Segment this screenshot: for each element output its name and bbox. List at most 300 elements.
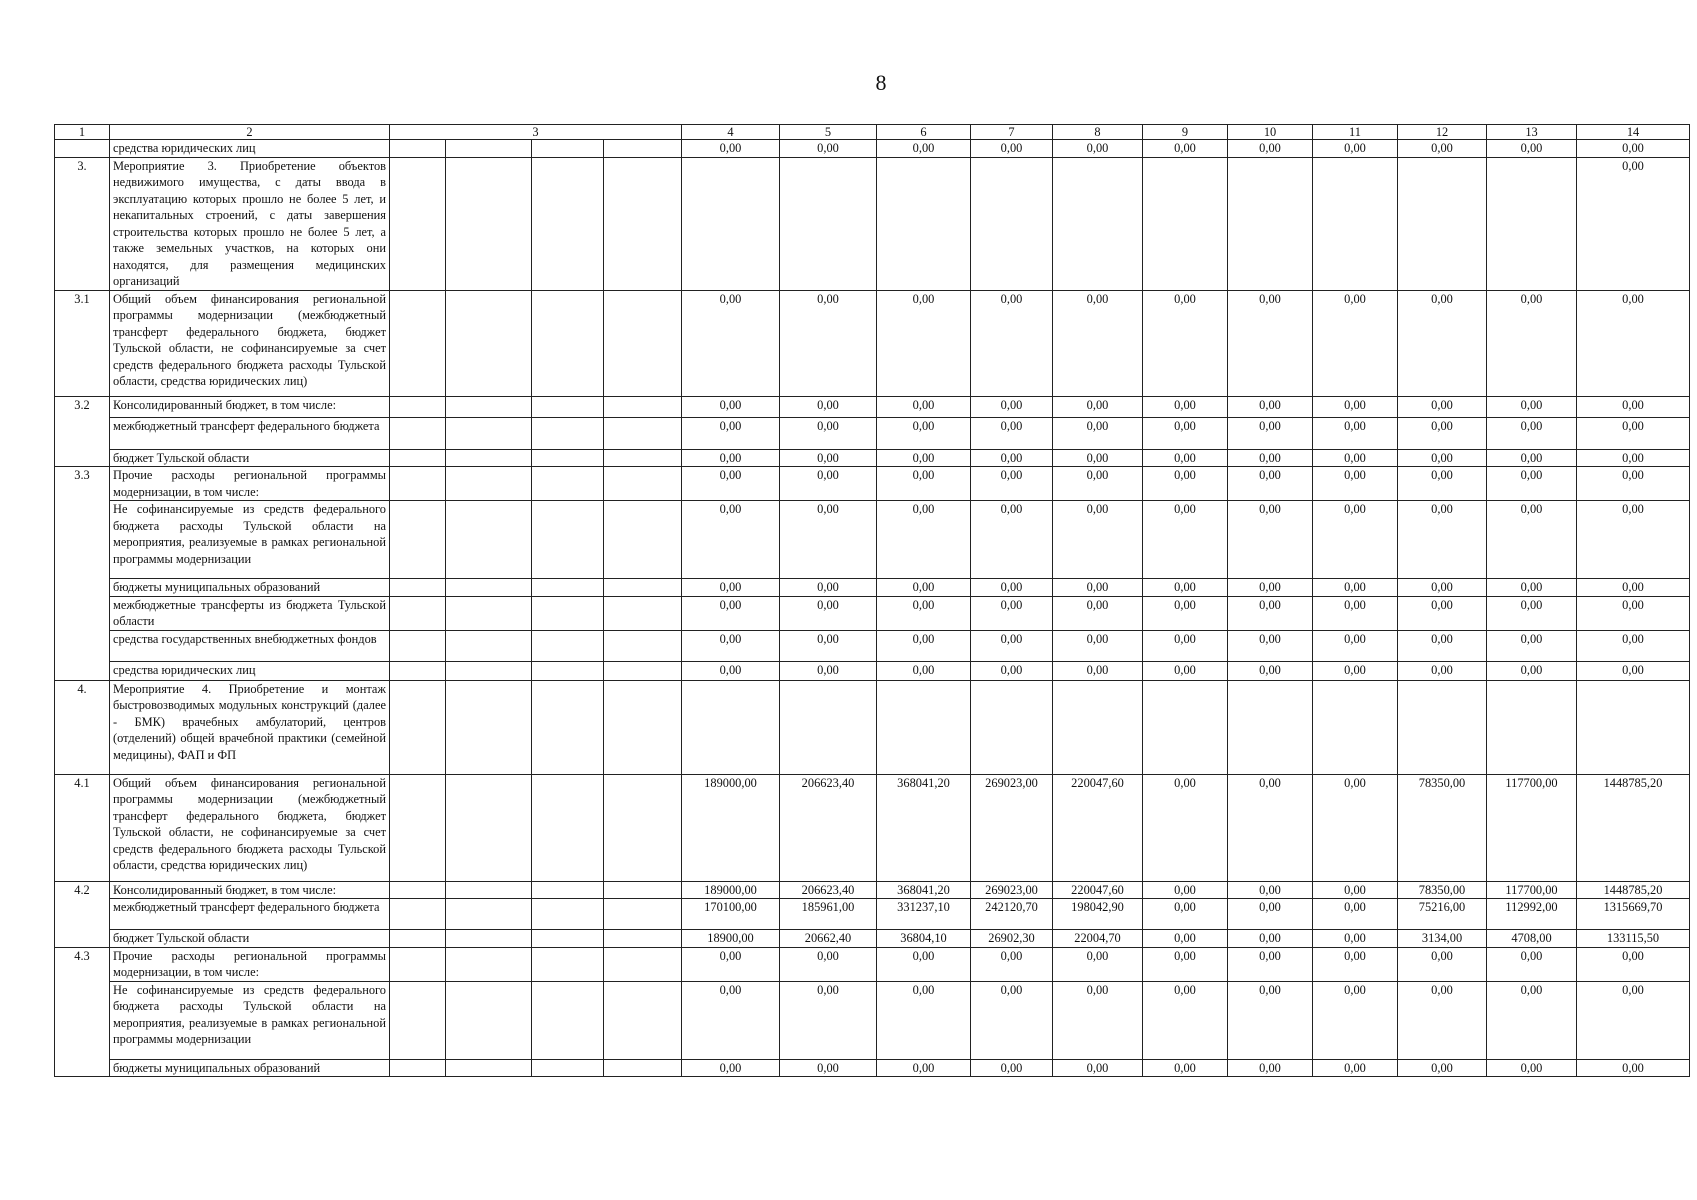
value-cell: 0,00 [780,630,877,661]
table-row [55,140,1690,158]
value-cell: 1448785,20 [1577,774,1690,881]
value-cell: 117700,00 [1487,774,1577,881]
value-cell: 269023,00 [971,881,1053,899]
column-3-subcell [532,680,604,774]
column-3-subcell [532,930,604,948]
column-3-subcell [604,1059,682,1077]
value-cell: 0,00 [1228,661,1313,680]
value-cell: 0,00 [1053,467,1143,501]
column-3-subcell [446,467,532,501]
value-cell: 112992,00 [1487,899,1577,930]
value-cell: 22004,70 [1053,930,1143,948]
value-cell: 269023,00 [971,774,1053,881]
value-cell: 0,00 [1313,290,1398,396]
value-cell: 0,00 [971,467,1053,501]
column-3-subcell [390,680,446,774]
value-cell: 1448785,20 [1577,881,1690,899]
value-cell: 0,00 [682,596,780,630]
value-cell: 0,00 [780,417,877,449]
value-cell: 0,00 [1228,290,1313,396]
table-row [55,930,1690,948]
row-description: бюджеты муниципальных образований [110,1059,390,1077]
value-cell: 0,00 [971,140,1053,158]
row-description: Консолидированный бюджет, в том числе: [110,396,390,417]
column-3-subcell [532,501,604,579]
value-cell: 0,00 [1313,140,1398,158]
value-cell: 0,00 [877,449,971,467]
value-cell: 0,00 [877,947,971,981]
value-cell: 0,00 [1053,947,1143,981]
value-cell: 0,00 [682,290,780,396]
value-cell: 242120,70 [971,899,1053,930]
value-cell: 0,00 [1053,417,1143,449]
column-3-subcell [604,930,682,948]
column-3-subcell [390,661,446,680]
column-3-subcell [446,596,532,630]
column-3-subcell [390,417,446,449]
value-cell: 78350,00 [1398,774,1487,881]
header-row [55,125,1690,140]
value-cell: 0,00 [1228,899,1313,930]
column-3-subcell [604,157,682,290]
row-description: Не софинансируемые из средств федерального бюджета расходы Тульской области на мероприятия, реализуемые в рамках региональной программы модернизации [110,501,390,579]
table-row [55,501,1690,579]
table-row [55,981,1690,1059]
column-3-subcell [604,449,682,467]
column-3-subcell [390,981,446,1059]
row-description: Консолидированный бюджет, в том числе: [110,881,390,899]
header-cell: 8 [1053,125,1143,140]
value-cell: 0,00 [780,579,877,597]
value-cell: 0,00 [1228,1059,1313,1077]
value-cell: 0,00 [1398,630,1487,661]
column-3-subcell [446,157,532,290]
value-cell: 0,00 [1313,449,1398,467]
header-cell: 2 [110,125,390,140]
value-cell: 0,00 [1313,930,1398,948]
column-3-subcell [604,947,682,981]
value-cell: 0,00 [1398,467,1487,501]
column-3-subcell [390,157,446,290]
column-3-subcell [390,899,446,930]
value-cell: 0,00 [1228,947,1313,981]
value-cell: 0,00 [971,1059,1053,1077]
value-cell: 0,00 [682,981,780,1059]
column-3-subcell [446,1059,532,1077]
budget-table [54,124,1690,1077]
header-cell: 14 [1577,125,1690,140]
value-cell: 0,00 [877,596,971,630]
value-cell: 0,00 [1053,290,1143,396]
column-3-subcell [532,881,604,899]
column-3-subcell [446,140,532,158]
value-cell: 0,00 [1228,417,1313,449]
value-cell: 0,00 [1143,396,1228,417]
value-cell: 0,00 [1313,661,1398,680]
value-cell: 0,00 [877,140,971,158]
column-3-subcell [390,467,446,501]
row-number: 3.1 [55,290,110,396]
header-cell: 11 [1313,125,1398,140]
row-number: 3.2 [55,396,110,467]
value-cell: 0,00 [1053,140,1143,158]
value-cell: 0,00 [971,290,1053,396]
value-cell: 0,00 [1053,630,1143,661]
column-3-subcell [390,290,446,396]
column-3-subcell [604,596,682,630]
value-cell: 0,00 [1313,981,1398,1059]
column-3-subcell [390,449,446,467]
value-cell: 0,00 [1053,596,1143,630]
value-cell: 0,00 [682,417,780,449]
column-3-subcell [446,290,532,396]
value-cell [877,157,971,290]
value-cell: 206623,40 [780,774,877,881]
value-cell: 206623,40 [780,881,877,899]
value-cell: 0,00 [1313,774,1398,881]
row-description: средства государственных внебюджетных фондов [110,630,390,661]
header-cell: 12 [1398,125,1487,140]
value-cell: 185961,00 [780,899,877,930]
value-cell: 0,00 [1398,1059,1487,1077]
value-cell [780,157,877,290]
column-3-subcell [604,396,682,417]
column-3-subcell [390,774,446,881]
value-cell: 0,00 [877,467,971,501]
value-cell: 0,00 [1398,947,1487,981]
value-cell: 0,00 [1143,661,1228,680]
value-cell: 0,00 [1577,449,1690,467]
value-cell: 0,00 [1487,981,1577,1059]
column-3-subcell [390,501,446,579]
value-cell [1228,680,1313,774]
value-cell [682,157,780,290]
value-cell: 0,00 [1143,140,1228,158]
value-cell: 0,00 [1143,774,1228,881]
value-cell: 0,00 [1228,501,1313,579]
column-3-subcell [604,881,682,899]
column-3-subcell [446,579,532,597]
value-cell: 0,00 [971,981,1053,1059]
value-cell: 0,00 [1398,596,1487,630]
header-cell: 3 [390,125,682,140]
value-cell: 0,00 [682,1059,780,1077]
table-row [55,680,1690,774]
value-cell: 20662,40 [780,930,877,948]
value-cell: 0,00 [1143,417,1228,449]
column-3-subcell [532,396,604,417]
column-3-subcell [390,930,446,948]
value-cell: 0,00 [682,396,780,417]
value-cell: 0,00 [780,981,877,1059]
column-3-subcell [390,596,446,630]
value-cell [1577,680,1690,774]
value-cell: 0,00 [682,661,780,680]
value-cell: 0,00 [1398,417,1487,449]
value-cell: 0,00 [1228,140,1313,158]
value-cell: 0,00 [971,661,1053,680]
value-cell: 0,00 [1577,417,1690,449]
column-3-subcell [532,899,604,930]
row-description: Мероприятие 4. Приобретение и монтаж быстровозводимых модульных конструкций (далее - БМК) врачебных амбулаторий, центров (отделений) общей врачебной практики (семейной медицины), ФАП и ФП [110,680,390,774]
column-3-subcell [446,680,532,774]
value-cell [682,680,780,774]
value-cell: 0,00 [1398,140,1487,158]
value-cell: 0,00 [1398,396,1487,417]
column-3-subcell [604,774,682,881]
value-cell: 0,00 [1228,579,1313,597]
value-cell: 0,00 [780,396,877,417]
value-cell: 0,00 [1228,930,1313,948]
table-row [55,881,1690,899]
value-cell: 1315669,70 [1577,899,1690,930]
page-number: 8 [875,70,887,95]
value-cell: 0,00 [1487,1059,1577,1077]
column-3-subcell [532,140,604,158]
value-cell [1143,157,1228,290]
value-cell: 0,00 [1487,630,1577,661]
value-cell: 0,00 [971,501,1053,579]
value-cell: 0,00 [1053,1059,1143,1077]
value-cell: 0,00 [1487,467,1577,501]
value-cell: 0,00 [780,661,877,680]
table-row [55,396,1690,417]
row-number: 3. [55,157,110,290]
value-cell: 0,00 [1228,630,1313,661]
value-cell: 0,00 [682,947,780,981]
column-3-subcell [532,947,604,981]
column-3-subcell [446,930,532,948]
value-cell: 0,00 [1487,290,1577,396]
column-3-subcell [604,661,682,680]
column-3-subcell [604,501,682,579]
column-3-subcell [532,596,604,630]
value-cell: 0,00 [780,947,877,981]
value-cell: 0,00 [682,467,780,501]
value-cell [1053,680,1143,774]
row-description: бюджет Тульской области [110,449,390,467]
value-cell: 0,00 [877,1059,971,1077]
value-cell: 0,00 [1313,579,1398,597]
value-cell [1143,680,1228,774]
value-cell: 198042,90 [1053,899,1143,930]
value-cell: 189000,00 [682,881,780,899]
column-3-subcell [446,661,532,680]
table-row [55,467,1690,501]
value-cell: 0,00 [1143,579,1228,597]
row-description: Мероприятие 3. Приобретение объектов недвижимого имущества, с даты ввода в эксплуатацию которых прошло не более 5 лет, и некапитальных строений, с даты завершения строительства которых прошло не более 5 лет, а также земельных участков, на которых они находятся, для размещения медицинских организаций [110,157,390,290]
column-3-subcell [532,661,604,680]
value-cell [1487,680,1577,774]
column-3-subcell [532,579,604,597]
value-cell: 0,00 [1398,661,1487,680]
value-cell: 0,00 [1487,396,1577,417]
column-3-subcell [532,449,604,467]
table-row [55,774,1690,881]
column-3-subcell [532,774,604,881]
column-3-subcell [446,881,532,899]
value-cell: 0,00 [1487,661,1577,680]
column-3-subcell [390,396,446,417]
value-cell: 26902,30 [971,930,1053,948]
row-description: бюджет Тульской области [110,930,390,948]
value-cell: 0,00 [1398,449,1487,467]
value-cell: 0,00 [1487,417,1577,449]
value-cell: 0,00 [1313,596,1398,630]
value-cell: 36804,10 [877,930,971,948]
value-cell: 4708,00 [1487,930,1577,948]
value-cell: 0,00 [877,501,971,579]
value-cell: 0,00 [1053,501,1143,579]
value-cell: 0,00 [1228,881,1313,899]
value-cell: 220047,60 [1053,774,1143,881]
header-cell: 13 [1487,125,1577,140]
value-cell: 0,00 [1053,449,1143,467]
value-cell: 0,00 [1577,467,1690,501]
table-row [55,630,1690,661]
value-cell: 0,00 [1053,981,1143,1059]
value-cell: 0,00 [1577,1059,1690,1077]
row-description: Общий объем финансирования региональной программы модернизации (межбюджетный трансферт федерального бюджета, бюджет Тульской области, не софинансируемые за счет средств федерального бюджета расходы Тульской области, средства юридических лиц) [110,290,390,396]
column-3-subcell [390,140,446,158]
column-3-subcell [532,417,604,449]
value-cell: 0,00 [1398,579,1487,597]
value-cell: 0,00 [1143,596,1228,630]
column-3-subcell [532,981,604,1059]
value-cell: 133115,50 [1577,930,1690,948]
value-cell: 0,00 [1143,630,1228,661]
value-cell: 0,00 [1577,290,1690,396]
value-cell: 0,00 [1577,501,1690,579]
value-cell: 0,00 [1143,899,1228,930]
value-cell: 0,00 [877,396,971,417]
column-3-subcell [532,157,604,290]
table-row [55,661,1690,680]
value-cell: 0,00 [1487,596,1577,630]
row-number: 4.1 [55,774,110,881]
value-cell: 0,00 [971,947,1053,981]
value-cell: 0,00 [780,449,877,467]
value-cell: 0,00 [1228,774,1313,881]
header-cell: 5 [780,125,877,140]
value-cell: 0,00 [1313,467,1398,501]
value-cell: 0,00 [877,981,971,1059]
value-cell: 170100,00 [682,899,780,930]
value-cell: 0,00 [1143,1059,1228,1077]
row-number: 4. [55,680,110,774]
table-row [55,1059,1690,1077]
value-cell: 0,00 [1577,947,1690,981]
value-cell [877,680,971,774]
value-cell: 0,00 [1577,981,1690,1059]
row-description: бюджеты муниципальных образований [110,579,390,597]
value-cell: 331237,10 [877,899,971,930]
row-description: средства юридических лиц [110,661,390,680]
value-cell: 0,00 [780,596,877,630]
value-cell: 0,00 [877,630,971,661]
value-cell [780,680,877,774]
column-3-subcell [446,899,532,930]
value-cell: 0,00 [780,290,877,396]
value-cell: 3134,00 [1398,930,1487,948]
value-cell: 0,00 [1487,579,1577,597]
column-3-subcell [446,449,532,467]
row-description: средства юридических лиц [110,140,390,158]
value-cell: 0,00 [1228,981,1313,1059]
value-cell: 0,00 [1313,899,1398,930]
column-3-subcell [446,947,532,981]
value-cell: 189000,00 [682,774,780,881]
value-cell [1313,680,1398,774]
column-3-subcell [446,630,532,661]
column-3-subcell [532,630,604,661]
column-3-subcell [532,467,604,501]
value-cell: 0,00 [780,501,877,579]
column-3-subcell [604,290,682,396]
value-cell: 0,00 [877,579,971,597]
value-cell: 368041,20 [877,774,971,881]
value-cell: 0,00 [1053,661,1143,680]
value-cell: 0,00 [682,630,780,661]
row-number: 4.2 [55,881,110,947]
value-cell: 0,00 [682,579,780,597]
column-3-subcell [604,680,682,774]
value-cell: 0,00 [1313,1059,1398,1077]
table-row [55,290,1690,396]
value-cell: 0,00 [1577,579,1690,597]
value-cell: 0,00 [971,630,1053,661]
value-cell: 0,00 [1313,501,1398,579]
value-cell: 0,00 [1313,417,1398,449]
value-cell [1398,157,1487,290]
value-cell: 0,00 [1577,140,1690,158]
value-cell: 0,00 [1398,981,1487,1059]
header-cell: 9 [1143,125,1228,140]
value-cell: 220047,60 [1053,881,1143,899]
row-description: межбюджетный трансферт федерального бюджета [110,417,390,449]
header-cell: 1 [55,125,110,140]
row-number [55,140,110,158]
value-cell [971,157,1053,290]
value-cell: 18900,00 [682,930,780,948]
value-cell: 0,00 [1143,881,1228,899]
column-3-subcell [532,1059,604,1077]
row-description: межбюджетные трансферты из бюджета Тульской области [110,596,390,630]
value-cell: 0,00 [971,417,1053,449]
value-cell: 0,00 [1143,501,1228,579]
row-number: 4.3 [55,947,110,1077]
value-cell: 0,00 [1053,396,1143,417]
value-cell: 0,00 [1487,140,1577,158]
column-3-subcell [532,290,604,396]
value-cell: 0,00 [1577,596,1690,630]
column-3-subcell [604,981,682,1059]
value-cell: 0,00 [682,449,780,467]
value-cell: 0,00 [1143,981,1228,1059]
value-cell: 0,00 [682,501,780,579]
table-row [55,579,1690,597]
value-cell: 0,00 [682,140,780,158]
value-cell: 0,00 [1143,290,1228,396]
value-cell: 75216,00 [1398,899,1487,930]
row-number: 3.3 [55,467,110,681]
value-cell: 0,00 [1143,467,1228,501]
column-3-subcell [604,140,682,158]
value-cell: 0,00 [1313,396,1398,417]
value-cell: 0,00 [1313,630,1398,661]
value-cell: 0,00 [1143,449,1228,467]
column-3-subcell [390,947,446,981]
